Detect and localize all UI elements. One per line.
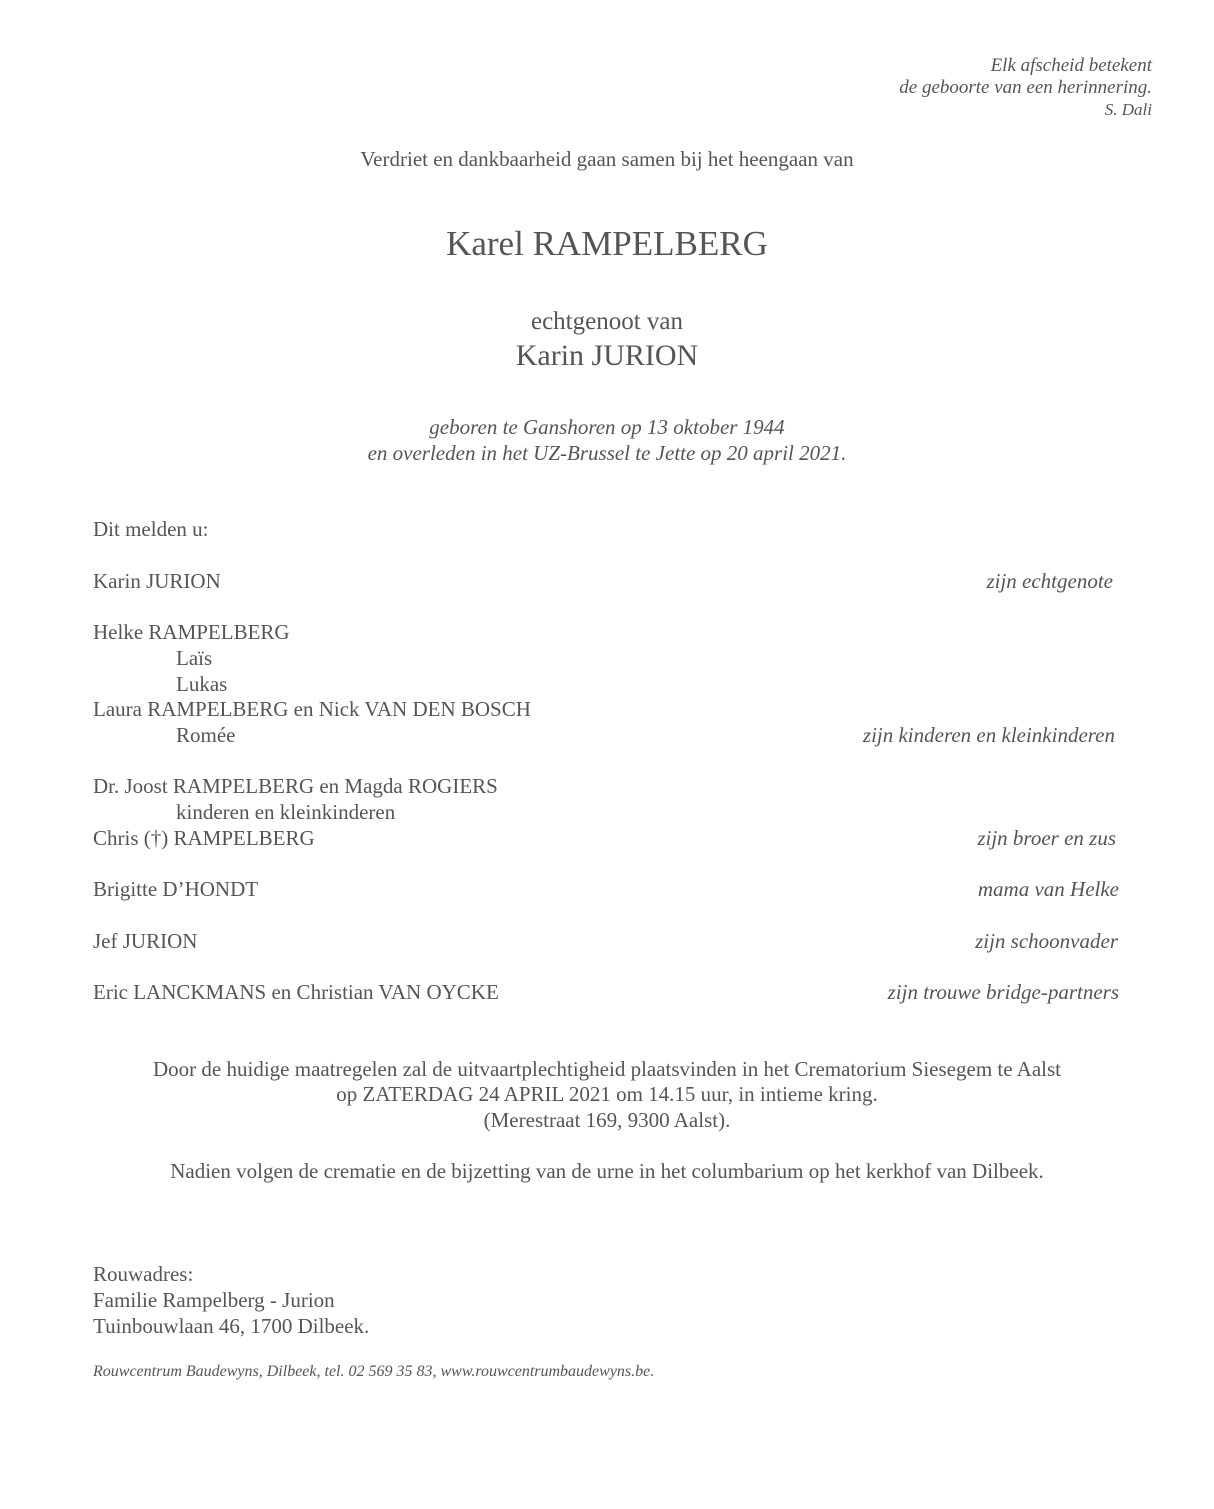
spouse-name: Karin JURION <box>515 339 699 372</box>
mourner-brigitte: Brigitte D’HONDT <box>93 877 259 901</box>
address-family: Familie Rampelberg - Jurion <box>93 1288 335 1312</box>
grandchild-romee: Romée <box>176 723 236 747</box>
mourner-joost: Dr. Joost RAMPELBERG en Magda ROGIERS <box>93 774 498 798</box>
ceremony-line-1: Door de huidige maatregelen zal de uitvaartplechtigheid plaatsvinden in het Crematorium Siesegem te Aalst <box>153 1057 1061 1081</box>
address-label: Rouwadres: <box>93 1262 194 1286</box>
mourner-jef: Jef JURION <box>93 929 198 953</box>
ceremony-line-2: op ZATERDAG 24 APRIL 2021 om 14.15 uur, in intieme kring. <box>336 1082 878 1106</box>
relation-siblings: zijn broer en zus <box>977 826 1116 850</box>
grandchild-lais: Laïs <box>176 646 213 670</box>
relation-jef: zijn schoonvader <box>975 929 1118 953</box>
relation-bridge: zijn trouwe bridge-partners <box>887 980 1119 1004</box>
mourner-helke: Helke RAMPELBERG <box>93 620 290 644</box>
funeral-home-footer: Rouwcentrum Baudewyns, Dilbeek, tel. 02 569 35 83, www.rouwcentrumbaudewyns.be. <box>93 1363 655 1380</box>
quote-line-1: Elk afscheid betekent <box>990 55 1152 76</box>
quote-line-2: de geboorte van een herinnering. <box>899 77 1152 98</box>
relation-children: zijn kinderen en kleinkinderen <box>862 723 1115 747</box>
mourner-chris: Chris (†) RAMPELBERG <box>93 826 315 850</box>
ceremony-address: (Merestraat 169, 9300 Aalst). <box>483 1108 731 1132</box>
relation-spouse: zijn echtgenote <box>986 569 1113 593</box>
deceased-name: Karel RAMPELBERG <box>446 224 768 263</box>
intro-text: Verdriet en dankbaarheid gaan samen bij het heengaan van <box>360 147 854 171</box>
mourner-laura: Laura RAMPELBERG en Nick VAN DEN BOSCH <box>93 697 531 721</box>
mourner-karin: Karin JURION <box>93 569 221 593</box>
spouse-label: echtgenoot van <box>530 308 684 335</box>
ceremony-line-4: Nadien volgen de crematie en de bijzetting van de urne in het columbarium op het kerkhof van Dilbeek. <box>170 1159 1044 1183</box>
death-line: en overleden in het UZ-Brussel te Jette op 20 april 2021. <box>367 441 847 465</box>
address-street: Tuinbouwlaan 46, 1700 Dilbeek. <box>93 1314 370 1338</box>
quote-author: S. Dali <box>1104 100 1152 119</box>
grandchild-lukas: Lukas <box>176 672 228 696</box>
announce-label: Dit melden u: <box>93 517 209 541</box>
birth-line: geboren te Ganshoren op 13 oktober 1944 <box>429 415 785 439</box>
mourner-eric: Eric LANCKMANS en Christian VAN OYCKE <box>93 980 499 1004</box>
relation-brigitte: mama van Helke <box>977 877 1119 901</box>
mourner-joost-children: kinderen en kleinkinderen <box>176 800 396 824</box>
